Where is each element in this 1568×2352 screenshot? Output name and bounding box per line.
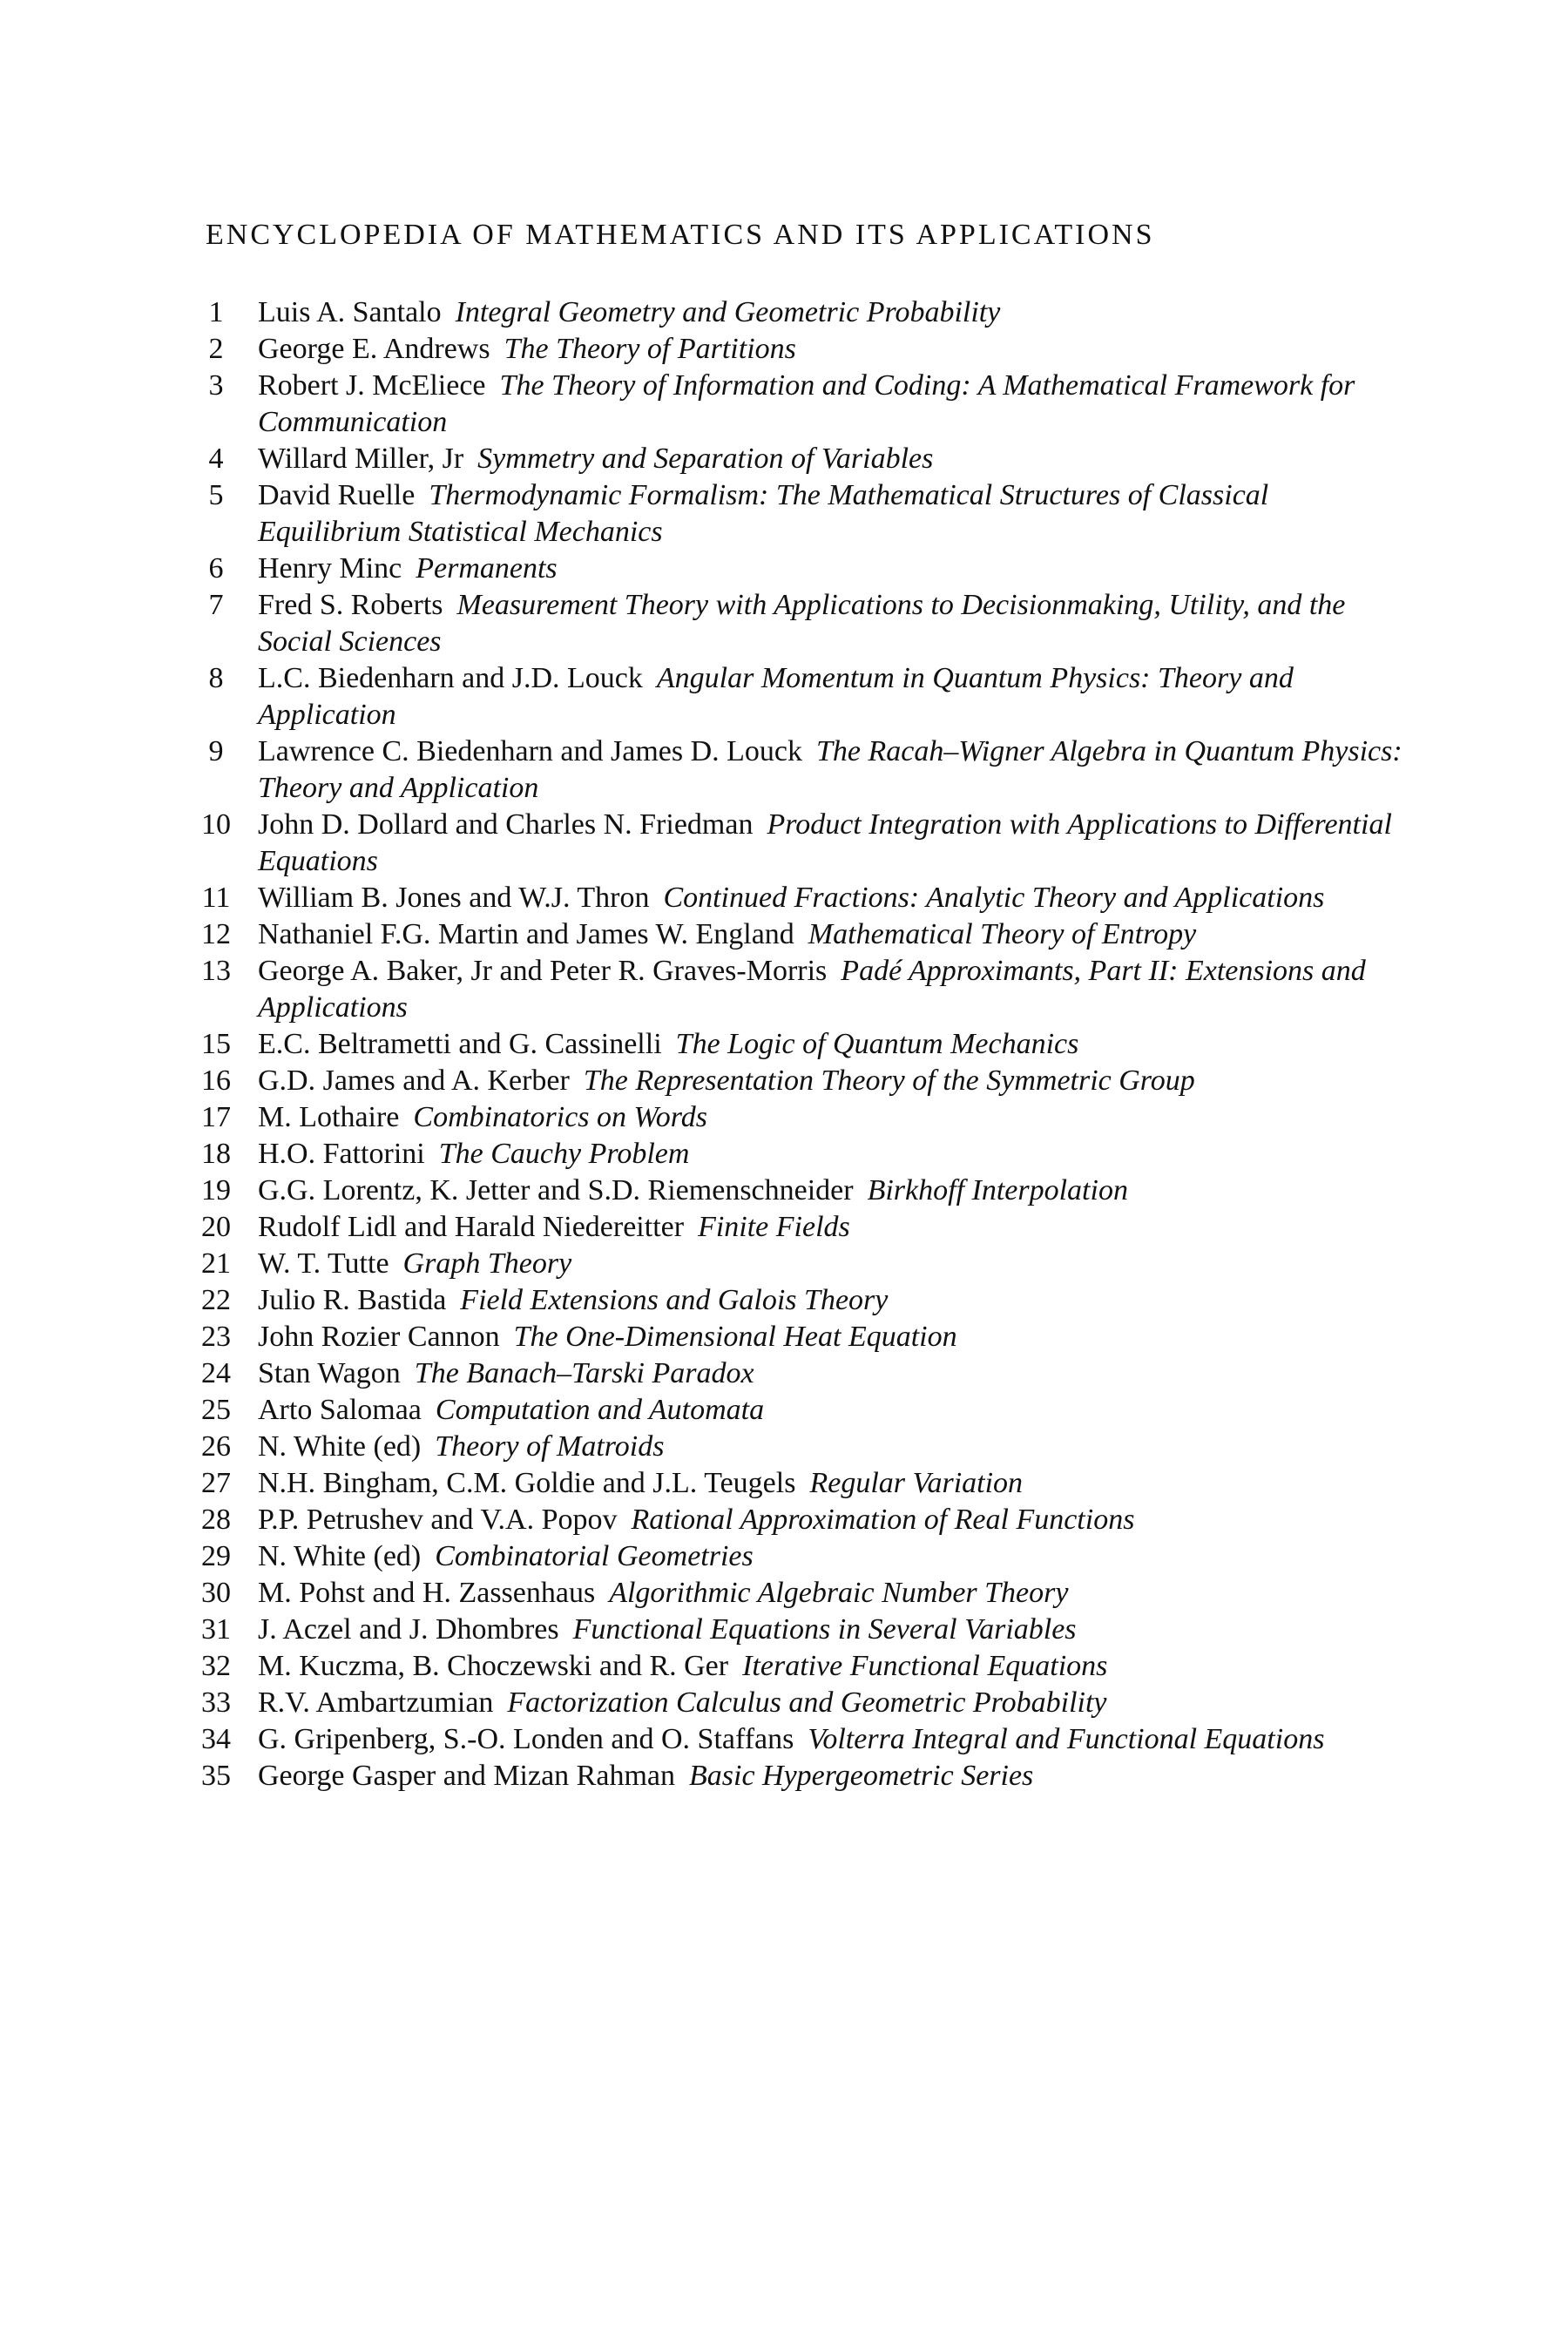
volume-authors: R.V. Ambartzumian (258, 1686, 494, 1719)
volume-item (174, 294, 1411, 331)
volume-item (174, 1721, 1411, 1758)
volume-authors: Lawrence C. Biedenharn and James D. Louck (258, 735, 802, 767)
volume-item (174, 1502, 1411, 1538)
volume-authors: John Rozier Cannon (258, 1321, 500, 1353)
volume-entry (258, 1282, 1411, 1319)
volume-item (174, 331, 1411, 368)
volume-title: Measurement Theory with Applications to Decisionmaking, Utility, and the Social Sciences (258, 589, 1346, 658)
volume-item (174, 1136, 1411, 1173)
volume-entry (258, 1502, 1411, 1538)
volume-entry (258, 1465, 1411, 1502)
volume-item (174, 1173, 1411, 1209)
volume-item (174, 441, 1411, 477)
volume-number: 7 (208, 589, 224, 621)
volume-title: Continued Fractions: Analytic Theory and Applications (663, 882, 1325, 914)
volume-item (174, 1465, 1411, 1502)
volume-entry (258, 660, 1411, 733)
volume-item (174, 1319, 1411, 1355)
volume-item (174, 1209, 1411, 1246)
volume-number: 2 (208, 333, 224, 365)
volume-item (174, 1648, 1411, 1685)
volume-authors: P.P. Petrushev and V.A. Popov (258, 1504, 618, 1536)
volume-number: 34 (201, 1723, 231, 1755)
volume-number: 22 (201, 1284, 231, 1316)
volume-item (174, 880, 1411, 916)
volume-entry (258, 1648, 1411, 1685)
volume-item (174, 1026, 1411, 1063)
volume-authors: N. White (ed) (258, 1540, 422, 1572)
volume-entry (258, 1063, 1411, 1099)
volume-title: The Cauchy Problem (438, 1138, 690, 1170)
volume-item (174, 1063, 1411, 1099)
volume-item (174, 1758, 1411, 1794)
volume-authors: George Gasper and Mizan Rahman (258, 1760, 675, 1792)
volume-item (174, 916, 1411, 953)
volume-authors: H.O. Fattorini (258, 1138, 425, 1170)
volume-authors: G.D. James and A. Kerber (258, 1064, 570, 1097)
volume-item (174, 1392, 1411, 1429)
volume-entry (258, 1319, 1411, 1355)
volume-item (174, 1612, 1411, 1648)
volume-item (174, 477, 1411, 551)
volume-item (174, 1246, 1411, 1282)
volume-authors: Nathaniel F.G. Martin and James W. England (258, 918, 794, 950)
volume-title: Angular Momentum in Quantum Physics: Theory and Application (258, 662, 1294, 731)
volume-item (174, 1685, 1411, 1721)
volume-entry (258, 1209, 1411, 1246)
volume-entry (258, 477, 1411, 551)
volume-number: 5 (208, 479, 224, 511)
volume-entry (258, 441, 1411, 477)
volume-number: 31 (201, 1613, 231, 1646)
volume-number: 18 (201, 1138, 231, 1170)
volume-item (174, 1355, 1411, 1392)
volume-item (174, 1429, 1411, 1465)
volume-entry (258, 1429, 1411, 1465)
volume-title: Regular Variation (809, 1467, 1024, 1499)
volume-authors: N. White (ed) (258, 1430, 422, 1463)
volume-authors: Willard Miller, Jr (258, 443, 464, 475)
volume-number: 13 (201, 955, 231, 987)
volume-authors: David Ruelle (258, 479, 416, 511)
volume-entry (258, 1612, 1411, 1648)
volume-entry (258, 880, 1411, 916)
volume-item (174, 953, 1411, 1026)
volume-number: 4 (208, 443, 224, 475)
volume-number: 1 (208, 296, 224, 328)
volume-entry (258, 551, 1411, 587)
volume-title: Combinatorial Geometries (435, 1540, 754, 1572)
volume-item (174, 1099, 1411, 1136)
volume-item (174, 1538, 1411, 1575)
volume-number: 30 (201, 1577, 231, 1609)
volume-title: The One-Dimensional Heat Equation (513, 1321, 957, 1353)
volume-entry (258, 1685, 1411, 1721)
volume-title: Volterra Integral and Functional Equations (808, 1723, 1325, 1755)
volume-entry (258, 587, 1411, 660)
volume-entry (258, 733, 1411, 807)
volume-number: 21 (201, 1247, 231, 1280)
volume-title: Finite Fields (698, 1211, 850, 1243)
volume-number: 29 (201, 1540, 231, 1572)
volume-authors: W. T. Tutte (258, 1247, 389, 1280)
volume-authors: Henry Minc (258, 552, 402, 585)
volume-item (174, 733, 1411, 807)
volume-authors: M. Lothaire (258, 1101, 400, 1133)
volume-entry (258, 294, 1411, 331)
volume-entry (258, 807, 1411, 880)
volume-number: 3 (208, 369, 224, 402)
volume-title: Rational Approximation of Real Functions (631, 1504, 1135, 1536)
volume-number: 23 (201, 1321, 231, 1353)
volume-authors: M. Kuczma, B. Choczewski and R. Ger (258, 1650, 729, 1682)
volume-authors: Julio R. Bastida (258, 1284, 447, 1316)
volume-title: Birkhoff Interpolation (867, 1174, 1128, 1206)
volume-title: Iterative Functional Equations (742, 1650, 1108, 1682)
volume-title: The Representation Theory of the Symmetric Group (583, 1064, 1195, 1097)
volume-number: 15 (201, 1028, 231, 1060)
volume-entry (258, 1099, 1411, 1136)
volume-authors: Rudolf Lidl and Harald Niedereitter (258, 1211, 685, 1243)
volume-title: The Logic of Quantum Mechanics (675, 1028, 1079, 1060)
volume-number: 6 (208, 552, 224, 585)
volume-title: Thermodynamic Formalism: The Mathematical Structures of Classical Equilibrium Statistical Mechanics (258, 479, 1269, 548)
volume-entry (258, 916, 1411, 953)
volume-list (174, 294, 1411, 1794)
volume-number: 11 (201, 882, 231, 914)
volume-authors: Luis A. Santalo (258, 296, 442, 328)
volume-entry (258, 1173, 1411, 1209)
series-title: ENCYCLOPEDIA OF MATHEMATICS AND ITS APPLICATIONS (206, 219, 1155, 251)
volume-item (174, 1575, 1411, 1612)
volume-number: 10 (201, 808, 231, 841)
volume-item (174, 807, 1411, 880)
volume-authors: E.C. Beltrametti and G. Cassinelli (258, 1028, 662, 1060)
volume-title: Mathematical Theory of Entropy (808, 918, 1197, 950)
volume-title: The Theory of Information and Coding: A Mathematical Framework for Communication (258, 369, 1355, 438)
volume-entry (258, 1392, 1411, 1429)
volume-entry (258, 1136, 1411, 1173)
volume-title: Integral Geometry and Geometric Probability (455, 296, 1001, 328)
volume-entry (258, 331, 1411, 368)
volume-number: 33 (201, 1686, 231, 1719)
volume-entry (258, 1721, 1411, 1758)
volume-entry (258, 1026, 1411, 1063)
volume-entry (258, 1355, 1411, 1392)
volume-authors: J. Aczel and J. Dhombres (258, 1613, 559, 1646)
volume-number: 12 (201, 918, 231, 950)
volume-authors: Robert J. McEliece (258, 369, 486, 402)
volume-authors: G. Gripenberg, S.-O. Londen and O. Staffans (258, 1723, 794, 1755)
volume-title: Factorization Calculus and Geometric Probability (507, 1686, 1107, 1719)
volume-item (174, 368, 1411, 441)
volume-title: Theory of Matroids (435, 1430, 665, 1463)
volume-title: Symmetry and Separation of Variables (477, 443, 934, 475)
volume-item (174, 660, 1411, 733)
volume-title: Algorithmic Algebraic Number Theory (609, 1577, 1069, 1609)
volume-title: Combinatorics on Words (413, 1101, 707, 1133)
volume-authors: Arto Salomaa (258, 1394, 422, 1426)
volume-number: 19 (201, 1174, 231, 1206)
volume-authors: Stan Wagon (258, 1357, 401, 1389)
volume-entry (258, 1758, 1411, 1794)
volume-number: 25 (201, 1394, 231, 1426)
volume-entry (258, 953, 1411, 1026)
volume-title: The Theory of Partitions (504, 333, 796, 365)
volume-entry (258, 1538, 1411, 1575)
volume-title: Basic Hypergeometric Series (689, 1760, 1034, 1792)
volume-item (174, 1282, 1411, 1319)
volume-number: 20 (201, 1211, 231, 1243)
volume-number: 35 (201, 1760, 231, 1792)
volume-title: The Racah–Wigner Algebra in Quantum Physics: Theory and Application (258, 735, 1402, 804)
volume-item (174, 587, 1411, 660)
volume-number: 32 (201, 1650, 231, 1682)
volume-number: 8 (208, 662, 224, 694)
volume-title: Functional Equations in Several Variables (572, 1613, 1077, 1646)
volume-authors: Fred S. Roberts (258, 589, 443, 621)
volume-item (174, 551, 1411, 587)
volume-number: 9 (208, 735, 224, 767)
volume-number: 27 (201, 1467, 231, 1499)
volume-authors: John D. Dollard and Charles N. Friedman (258, 808, 754, 841)
volume-authors: G.G. Lorentz, K. Jetter and S.D. Riemenschneider (258, 1174, 854, 1206)
volume-number: 24 (201, 1357, 231, 1389)
volume-title: Computation and Automata (435, 1394, 765, 1426)
volume-number: 16 (201, 1064, 231, 1097)
volume-number: 26 (201, 1430, 231, 1463)
volume-title: Graph Theory (402, 1247, 572, 1280)
volume-authors: M. Pohst and H. Zassenhaus (258, 1577, 596, 1609)
volume-authors: L.C. Biedenharn and J.D. Louck (258, 662, 643, 694)
volume-title: Field Extensions and Galois Theory (460, 1284, 889, 1316)
volume-number: 17 (201, 1101, 231, 1133)
volume-authors: George E. Andrews (258, 333, 490, 365)
volume-authors: N.H. Bingham, C.M. Goldie and J.L. Teugels (258, 1467, 796, 1499)
volume-title: Product Integration with Applications to Differential Equations (258, 808, 1392, 877)
volume-entry (258, 1246, 1411, 1282)
volume-entry (258, 1575, 1411, 1612)
volume-title: Padé Approximants, Part II: Extensions and Applications (258, 955, 1366, 1024)
volume-authors: William B. Jones and W.J. Thron (258, 882, 650, 914)
volume-title: Permanents (416, 552, 558, 585)
volume-number: 28 (201, 1504, 231, 1536)
volume-authors: George A. Baker, Jr and Peter R. Graves-Morris (258, 955, 828, 987)
volume-entry (258, 368, 1411, 441)
volume-title: The Banach–Tarski Paradox (414, 1357, 754, 1389)
